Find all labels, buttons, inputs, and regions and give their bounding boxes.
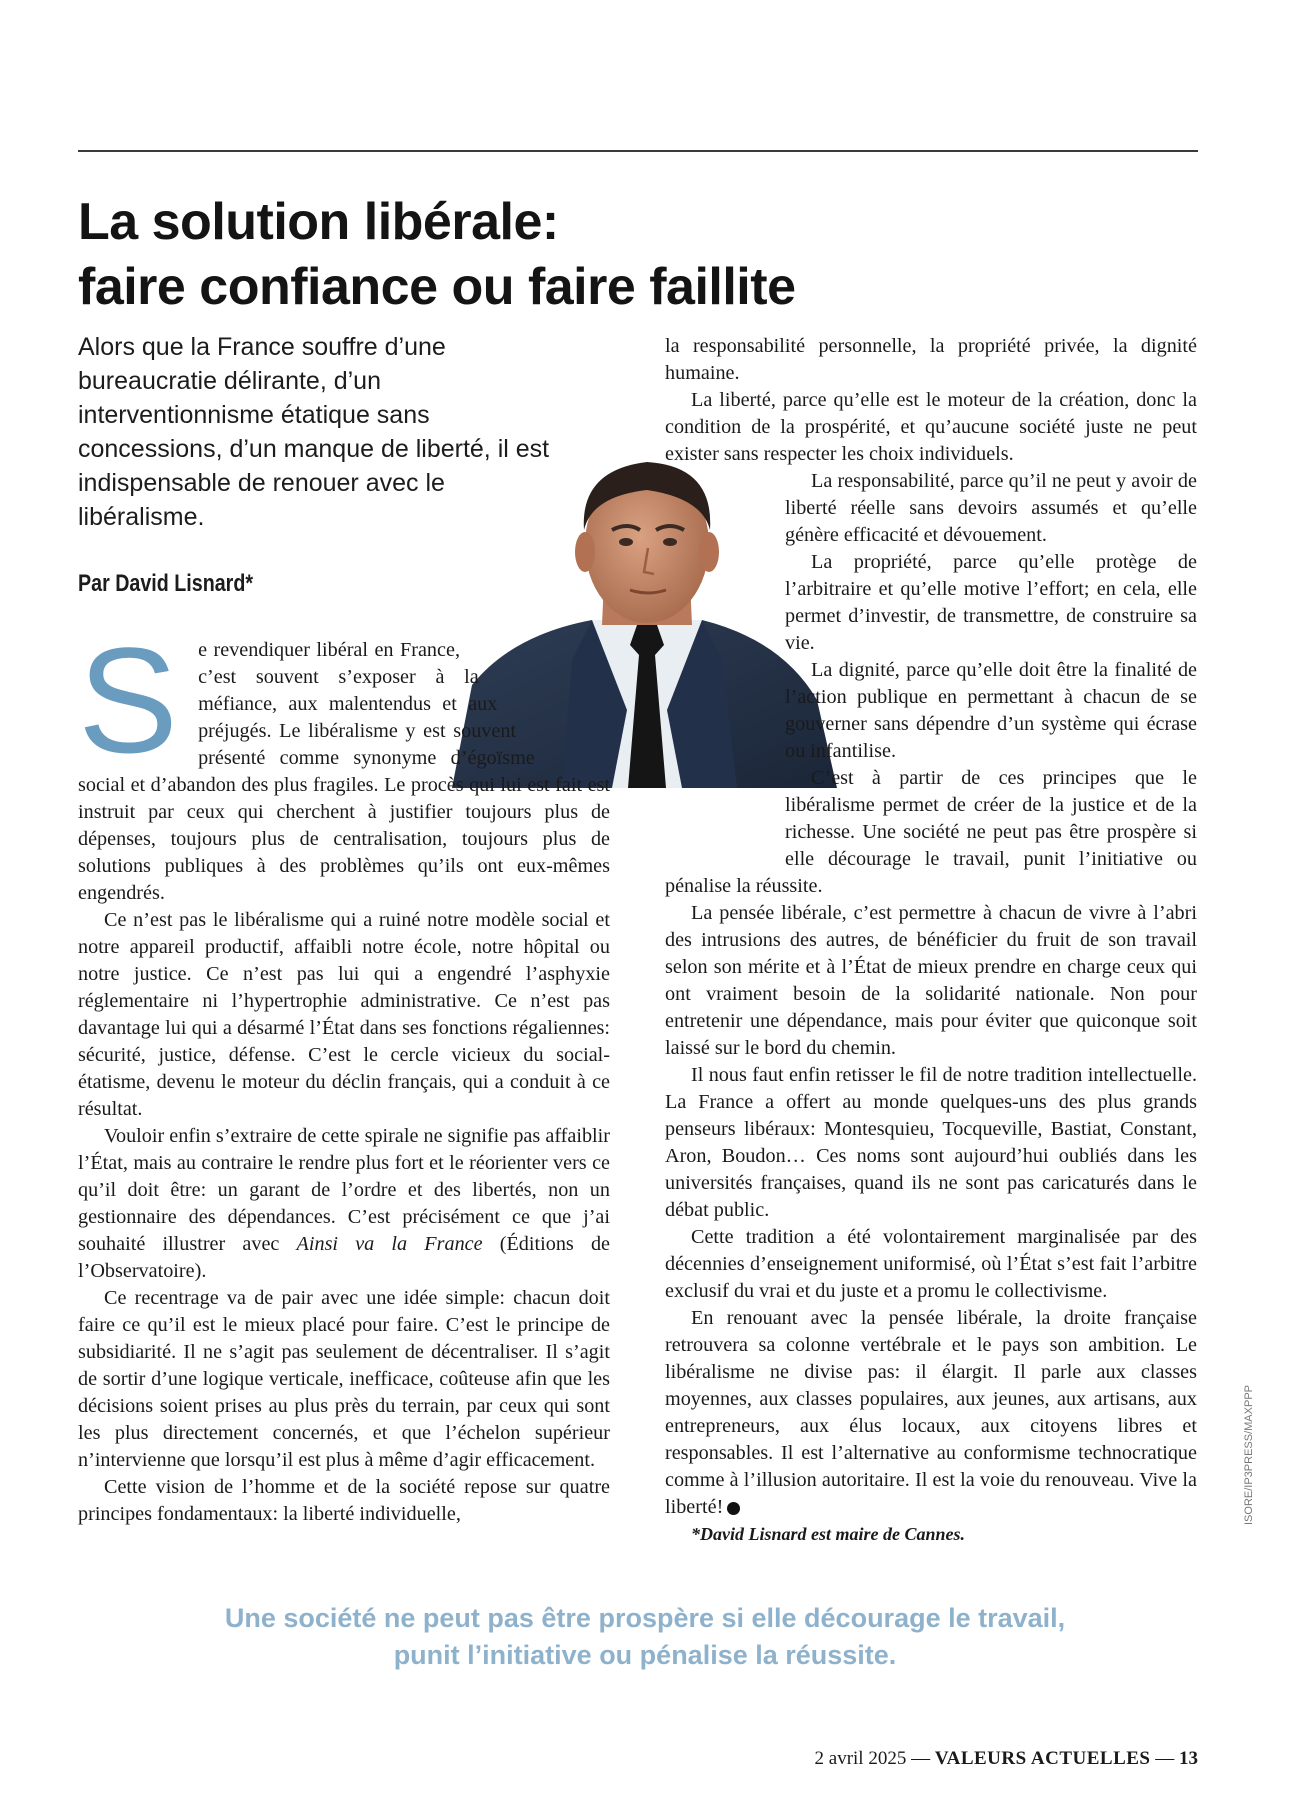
issue-date: 2 avril 2025 xyxy=(814,1748,907,1769)
body-paragraph: e revendiquer libéral en France, c’est souvent s’exposer à la méfiance, aux malentendus et aux préjugés. Le libéralisme y est souvent présenté comme synonyme d’égoïsme social et d’abandon des plus fragiles. Le procès qui lui est fait est instruit par ceux qui cherchent à justifier toujours plus de dépenses, toujours plus de centralisation, toujours plus de solutions publiques à des problèmes qu’ils ont eux-mêmes engendrés. xyxy=(78,639,610,904)
body-paragraph: La liberté, parce qu’elle est le moteur de la création, donc la condition de la prospérité, et qu’aucune société juste ne peut exister sans respecter les choix individuels. xyxy=(665,389,1197,465)
article-column-left xyxy=(78,616,610,1528)
body-paragraph: La responsabilité, parce qu’il ne peut y avoir de liberté réelle sans devoirs assumés et qu’elle génère efficacité et dévouement. xyxy=(785,470,1197,546)
body-paragraph: La dignité, parce qu’elle doit être la finalité de l’action publique en permettant à chacun de se gouverner sans dépendre d’un système qui écrase ou infantilise. xyxy=(785,659,1197,762)
body-text: Vouloir enfin s’extraire de cette spirale ne signifie pas affaiblir l’État, mais au contraire le rendre plus fort et le réorienter vers ce qu’il doit être: un garant de l’ordre et des libertés, non un gestionnaire des dépendances. C’est précisément ce que j’ai souhaité illustrer avec xyxy=(78,1125,610,1255)
author-footnote: *David Lisnard est maire de Cannes. xyxy=(691,1524,966,1544)
page-footer xyxy=(815,1748,1198,1770)
end-mark-icon xyxy=(727,1502,740,1515)
body-paragraph: Cette vision de l’homme et de la société repose sur quatre principes fondamentaux: la liberté individuelle, xyxy=(78,1476,610,1525)
body-paragraph: La propriété, parce qu’elle protège de l’arbitraire et qu’elle motive l’effort; en cela, elle permet d’investir, de transmettre, de construire sa vie. xyxy=(785,551,1197,654)
pull-quote-line-1: Une société ne peut pas être prospère si elle décourage le travail, xyxy=(224,1603,1066,1633)
article-title xyxy=(78,190,1178,320)
pull-quote xyxy=(120,1600,1170,1674)
standfirst: Alors que la France souffre d’une bureaucratie délirante, d’un interventionnisme étatique sans concessions, d’un manque de liberté, il est indispensable de renouer avec le libéralisme. xyxy=(78,333,550,531)
footer-separator: — xyxy=(1155,1748,1179,1769)
photo-credit: ISORE/IP3PRESS/MAXPPP xyxy=(1243,1385,1255,1525)
photo-wrap-spacer xyxy=(665,468,785,868)
body-paragraph: la responsabilité personnelle, la propriété privée, la dignité humaine. xyxy=(665,335,1197,384)
top-rule xyxy=(78,150,1198,152)
page-number: 13 xyxy=(1179,1748,1198,1769)
footer-separator: — xyxy=(911,1748,935,1769)
body-text: En renouant avec la pensée libérale, la droite française retrouvera sa colonne vertébrale et le pays son ambition. Le libéralisme ne divise pas: il élargit. Il parle aux classes moyennes, aux classes populaires, aux jeunes, aux artisans, aux entrepreneurs, aux élus locaux, aux citoyens libres et responsables. Il est l’alternative au conformisme technocratique comme à l’illusion autoritaire. Il est la voie du renouveau. Vive la liberté! xyxy=(665,1307,1197,1518)
body-paragraph: Ce recentrage va de pair avec une idée simple: chacun doit faire ce qu’il est le mieux placé pour faire. C’est le principe de subsidiarité. Il ne s’agit pas seulement de décentraliser. Il s’agit de sortir d’une logique verticale, inefficace, coûteuse afin que les décisions soient prises au plus près du terrain, par ceux qui sont les plus directement concernés, et que l’échelon supérieur n’intervienne que lorsqu’il est plus à même d’agir efficacement. xyxy=(78,1287,610,1471)
body-paragraph: C’est à partir de ces principes que le libéralisme permet de créer de la justice et de la richesse. Une société ne peut pas être prospère si elle décourage le travail, punit l’initiative ou pénalise la réussite. xyxy=(665,767,1197,897)
body-paragraph: Cette tradition a été volontairement marginalisée par des décennies d’enseignement uniformisé, où l’État s’est fait l’arbitre exclusif du vrai et du juste et a promu le collectivisme. xyxy=(665,1226,1197,1302)
article-column-right xyxy=(665,333,1197,1548)
byline: Par David Lisnard* xyxy=(78,570,254,597)
book-title: Ainsi va la France xyxy=(296,1233,483,1255)
pull-quote-line-2: punit l’initiative ou pénalise la réussite. xyxy=(393,1640,897,1670)
title-line-2: faire confiance ou faire faillite xyxy=(78,258,796,316)
body-paragraph: Il nous faut enfin retisser le fil de notre tradition intellectuelle. La France a offert au monde quelques-uns des plus grands penseurs libéraux: Montesquieu, Tocqueville, Bastiat, Constant, Aron, Boudon… Ces noms sont aujourd’hui oubliés dans les universités françaises, quand ils ne sont pas caricaturés dans le débat public. xyxy=(665,1064,1197,1221)
body-paragraph xyxy=(78,1123,610,1285)
title-line-1: La solution libérale: xyxy=(78,193,559,251)
body-text: (Éditions de l’Observatoire). xyxy=(78,1233,610,1282)
body-paragraph: Ce n’est pas le libéralisme qui a ruiné notre modèle social et notre appareil productif, affaibli notre école, notre hôpital ou notre justice. Ce n’est pas lui qui a engendré l’asphyxie réglementaire ni l’hypertrophie administrative. Ce n’est pas davantage lui qui a désarmé l’État dans ses fonctions régaliennes: sécurité, justice, défense. C’est le cercle vicieux du social-étatisme, devenu le moteur du déclin français, qui a conduit à ce résultat. xyxy=(78,909,610,1120)
body-paragraph xyxy=(665,1305,1197,1521)
body-paragraph: La pensée libérale, c’est permettre à chacun de vivre à l’abri des intrusions des autres, de bénéficier du fruit de son travail selon son mérite et à l’État de mieux prendre en charge ceux qui ont vraiment besoin de la solidarité nationale. Non pour entretenir une dépendance, mais pour éviter que quiconque soit laissé sur le bord du chemin. xyxy=(665,902,1197,1059)
publication-name: VALEURS ACTUELLES xyxy=(934,1748,1151,1769)
drop-cap: S xyxy=(78,616,179,784)
